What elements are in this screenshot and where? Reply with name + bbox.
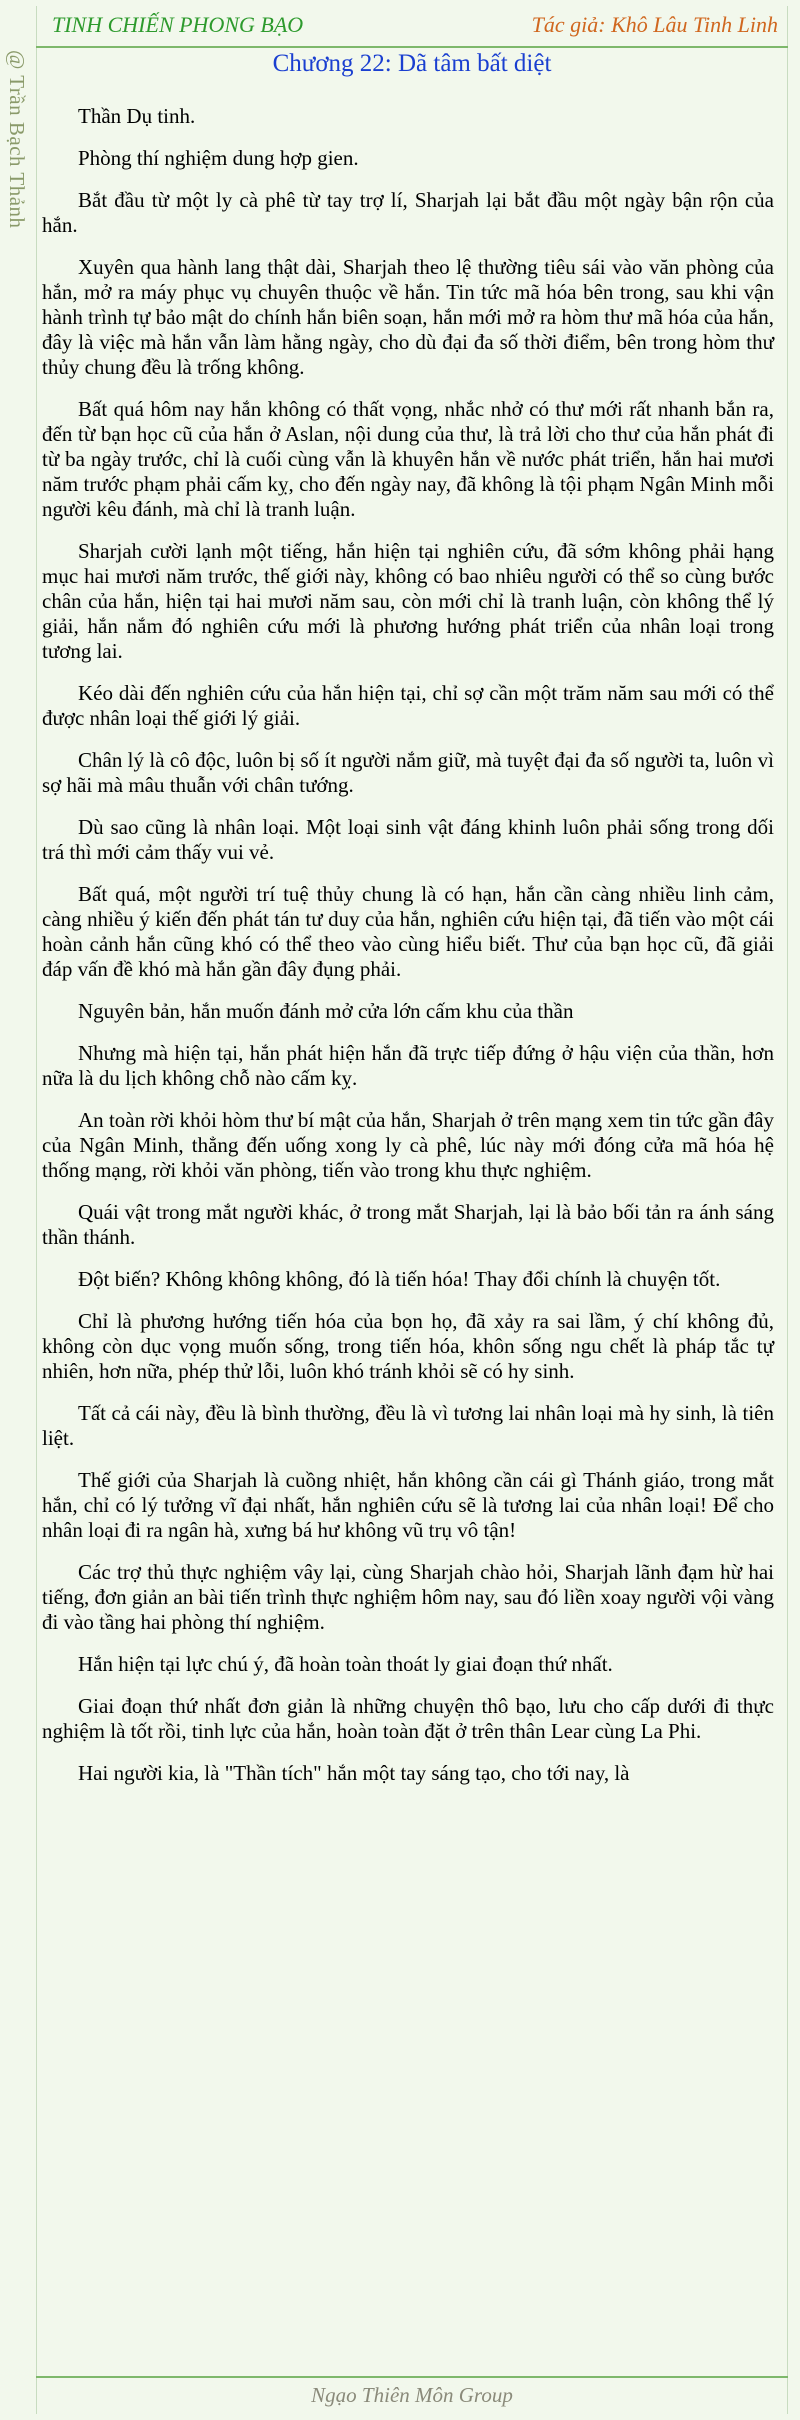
paragraph: Hai người kia, là "Thần tích" hắn một tay sáng tạo, cho tới nay, là (78, 1761, 630, 1785)
paragraph: Chỉ là phương hướng tiến hóa của bọn họ, đã xảy ra sai lầm, ý chí không đủ, không còn dục vọng muốn sống, trong tiến hóa, khôn sống ngu chết là pháp tắc tự nhiên, hơn nữa, phép thử lỗi, luôn khó tránh khỏi sẽ có hy sinh. (42, 1309, 774, 1383)
paragraph: Hắn hiện tại lực chú ý, đã hoàn toàn thoát ly giai đoạn thứ nhất. (78, 1652, 613, 1676)
paragraph: Bất quá, một người trí tuệ thủy chung là có hạn, hắn cần càng nhiều linh cảm, càng nhiều ý kiến đến phát tán tư duy của hắn, nghiên cứu hiện tại, đã tiến vào một cái hoàn cảnh hắn cũng khó có thể theo vào cùng hiểu biết. Thư của bạn học cũ, đã giải đáp vấn đề khó mà hắn gần đây đụng phải. (42, 882, 774, 981)
page-frame (36, 6, 788, 2414)
paragraph: Nguyên bản, hắn muốn đánh mở cửa lớn cấm khu của thần (78, 999, 574, 1023)
paragraph: Tất cả cái này, đều là bình thường, đều là vì tương lai nhân loại mà hy sinh, là tiên liệt. (42, 1401, 774, 1450)
paragraph: Nhưng mà hiện tại, hắn phát hiện hắn đã trực tiếp đứng ở hậu viện của thần, hơn nữa là du lịch không chỗ nào cấm kỵ. (42, 1041, 774, 1090)
page-footer: Ngạo Thiên Môn Group (36, 2376, 788, 2414)
paragraph: Bất quá hôm nay hắn không có thất vọng, nhắc nhở có thư mới rất nhanh bắn ra, đến từ bạn học cũ của hắn ở Aslan, nội dung của thư, là trả lời cho thư của hắn phát đi từ ba ngày trước, chỉ là cuối cùng vẫn là khuyên hắn về nước phát triển, hắn hai mươi năm trước phạm phải cấm kỵ, cho đến ngày nay, đã không là tội phạm Ngân Minh mỗi người kêu đánh, mà chỉ là tranh luận. (42, 397, 774, 521)
paragraph: Giai đoạn thứ nhất đơn giản là những chuyện thô bạo, lưu cho cấp dưới đi thực nghiệm là tốt rồi, tinh lực của hắn, hoàn toàn đặt ở trên thân Lear cùng La Phi. (42, 1694, 774, 1743)
paragraph: Thế giới của Sharjah là cuồng nhiệt, hắn không cần cái gì Thánh giáo, trong mắt hắn, chỉ có lý tưởng vĩ đại nhất, hắn nghiên cứu sẽ là tương lai của nhân loại! Để cho nhân loại đi ra ngân hà, xưng bá hư không vũ trụ vô tận! (42, 1468, 774, 1542)
paragraph: Các trợ thủ thực nghiệm vây lại, cùng Sharjah chào hỏi, Sharjah lãnh đạm hừ hai tiếng, đơn giản an bài tiến trình thực nghiệm hôm nay, sau đó liền xoay người vội vàng đi vào tầng hai phòng thí nghiệm. (42, 1560, 774, 1634)
paragraph: Thần Dụ tinh. (78, 104, 196, 128)
paragraph: Xuyên qua hành lang thật dài, Sharjah theo lệ thường tiêu sái vào văn phòng của hắn, mở ra máy phục vụ chuyên thuộc về hắn. Tin tức mã hóa bên trong, sau khi vận hành trình tự bảo mật do chính hắn biên soạn, hắn mới mở ra hòm thư mã hóa của hắn, đây là việc mà hắn vẫn làm hằng ngày, cho dù đại đa số thời điểm, bên trong hòm thư thủy chung đều là trống không. (42, 255, 774, 379)
side-credit-text: @ Trần Bạch Thảnh (5, 50, 29, 229)
chapter-title: Chương 22: Dã tâm bất diệt (272, 50, 552, 77)
page-header (36, 6, 788, 48)
author-label: Tác giả: Khô Lâu Tinh Linh (531, 12, 778, 37)
paragraph: Bắt đầu từ một ly cà phê từ tay trợ lí, Sharjah lại bắt đầu một ngày bận rộn của hắn. (42, 188, 774, 237)
paragraph: Phòng thí nghiệm dung hợp gien. (78, 146, 359, 170)
book-title: TINH CHIẾN PHONG BẠO (52, 12, 304, 37)
paragraph: Chân lý là cô độc, luôn bị số ít người nắm giữ, mà tuyệt đại đa số người ta, luôn vì sợ hãi mà mâu thuẫn với chân tướng. (42, 748, 774, 797)
paragraph: Dù sao cũng là nhân loại. Một loại sinh vật đáng khinh luôn phải sống trong dối trá thì mới cảm thấy vui vẻ. (42, 815, 774, 864)
chapter-body (42, 104, 774, 1803)
paragraph: Sharjah cười lạnh một tiếng, hắn hiện tại nghiên cứu, đã sớm không phải hạng mục hai mươi năm trước, thế giới này, không có bao nhiêu người có thể so cùng bước chân của hắn, hiện tại hai mươi năm sau, còn mới chỉ là tranh luận, còn không thể lý giải, hắn nắm đó nghiên cứu mới là phương hướng phát triển của nhân loại trong tương lai. (42, 539, 774, 663)
paragraph: An toàn rời khỏi hòm thư bí mật của hắn, Sharjah ở trên mạng xem tin tức gần đây của Ngân Minh, thẳng đến uống xong ly cà phê, lúc này mới đóng cửa mã hóa hệ thống mạng, rời khỏi văn phòng, tiến vào trong khu thực nghiệm. (42, 1108, 774, 1182)
paragraph: Đột biến? Không không không, đó là tiến hóa! Thay đổi chính là chuyện tốt. (78, 1267, 721, 1291)
paragraph: Kéo dài đến nghiên cứu của hắn hiện tại, chỉ sợ cần một trăm năm sau mới có thể được nhân loại thế giới lý giải. (42, 681, 774, 730)
paragraph: Quái vật trong mắt người khác, ở trong mắt Sharjah, lại là bảo bối tản ra ánh sáng thần thánh. (42, 1200, 774, 1249)
side-credit (0, 0, 36, 2420)
